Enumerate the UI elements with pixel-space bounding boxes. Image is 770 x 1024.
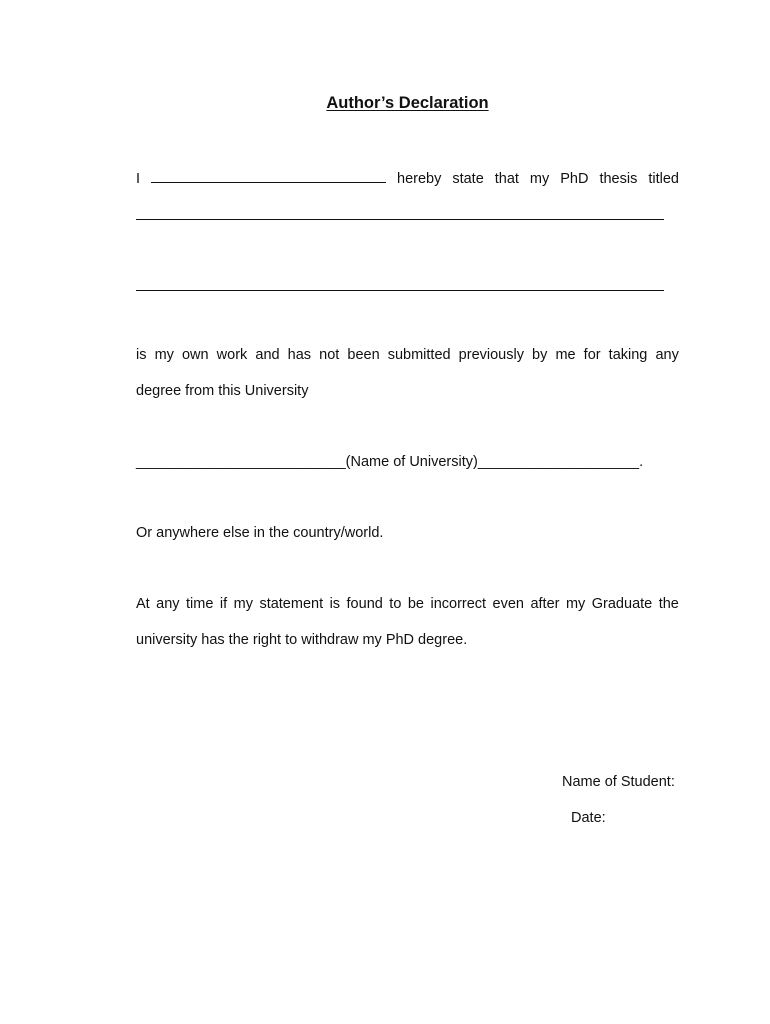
- para1-word: taking: [608, 347, 648, 363]
- para1-word: any: [655, 347, 679, 363]
- para1-word: work: [216, 347, 248, 363]
- para1-word: by: [532, 347, 548, 363]
- line1-word: titled: [648, 171, 679, 187]
- university-label: (Name of University): [345, 454, 478, 470]
- paragraph-1-line-2: degree from this University: [136, 383, 309, 399]
- para1-word: own: [181, 347, 209, 363]
- para3-word: incorrect: [430, 596, 487, 612]
- line1-word: thesis: [599, 171, 638, 187]
- thesis-title-blank-1: [136, 219, 664, 220]
- para3-word: if: [219, 596, 228, 612]
- para3-word: my: [565, 596, 586, 612]
- line1-word: PhD: [560, 171, 589, 187]
- para1-word: not: [319, 347, 340, 363]
- para1-word: submitted: [387, 347, 451, 363]
- university-blank-suffix: ____________________.: [477, 454, 644, 470]
- paragraph-3-line-2: university has the right to withdraw my PhD degree.: [136, 632, 468, 648]
- para3-word: any: [156, 596, 180, 612]
- university-blank-prefix: __________________________: [136, 454, 346, 470]
- para1-word: has: [287, 347, 312, 363]
- para3-word: time: [186, 596, 214, 612]
- para3-word: to: [389, 596, 402, 612]
- page-title: Author’s Declaration: [326, 94, 489, 112]
- para3-word: after: [530, 596, 560, 612]
- para1-word: been: [347, 347, 380, 363]
- para1-word: me: [555, 347, 576, 363]
- para3-word: found: [346, 596, 383, 612]
- thesis-title-blank-2: [136, 290, 664, 291]
- para3-word: At: [136, 596, 150, 612]
- line1-word: hereby: [397, 171, 442, 187]
- pronoun-text: I: [136, 171, 141, 187]
- para1-word: my: [154, 347, 174, 363]
- student-name-label: Name of Student:: [562, 774, 675, 790]
- para1-word: and: [255, 347, 280, 363]
- para3-word: be: [407, 596, 424, 612]
- paragraph-3-line-1: [136, 596, 679, 612]
- para3-word: is: [329, 596, 341, 612]
- line1-word: that: [494, 171, 519, 187]
- para3-word: my: [233, 596, 253, 612]
- date-label: Date:: [571, 810, 606, 826]
- para1-word: for: [583, 347, 601, 363]
- paragraph-1-line-1: [136, 347, 679, 363]
- university-name-line: [136, 454, 643, 470]
- declaration-line-1: [136, 168, 679, 187]
- line1-word: state: [452, 171, 484, 187]
- para3-word: even: [492, 596, 524, 612]
- para1-word: previously: [458, 347, 524, 363]
- paragraph-2: Or anywhere else in the country/world.: [136, 525, 384, 541]
- line1-word: my: [529, 171, 550, 187]
- para1-word: is: [136, 347, 147, 363]
- para3-word: Graduate: [591, 596, 653, 612]
- author-name-blank: [151, 168, 386, 183]
- para3-word: the: [658, 596, 679, 612]
- para3-word: statement: [259, 596, 324, 612]
